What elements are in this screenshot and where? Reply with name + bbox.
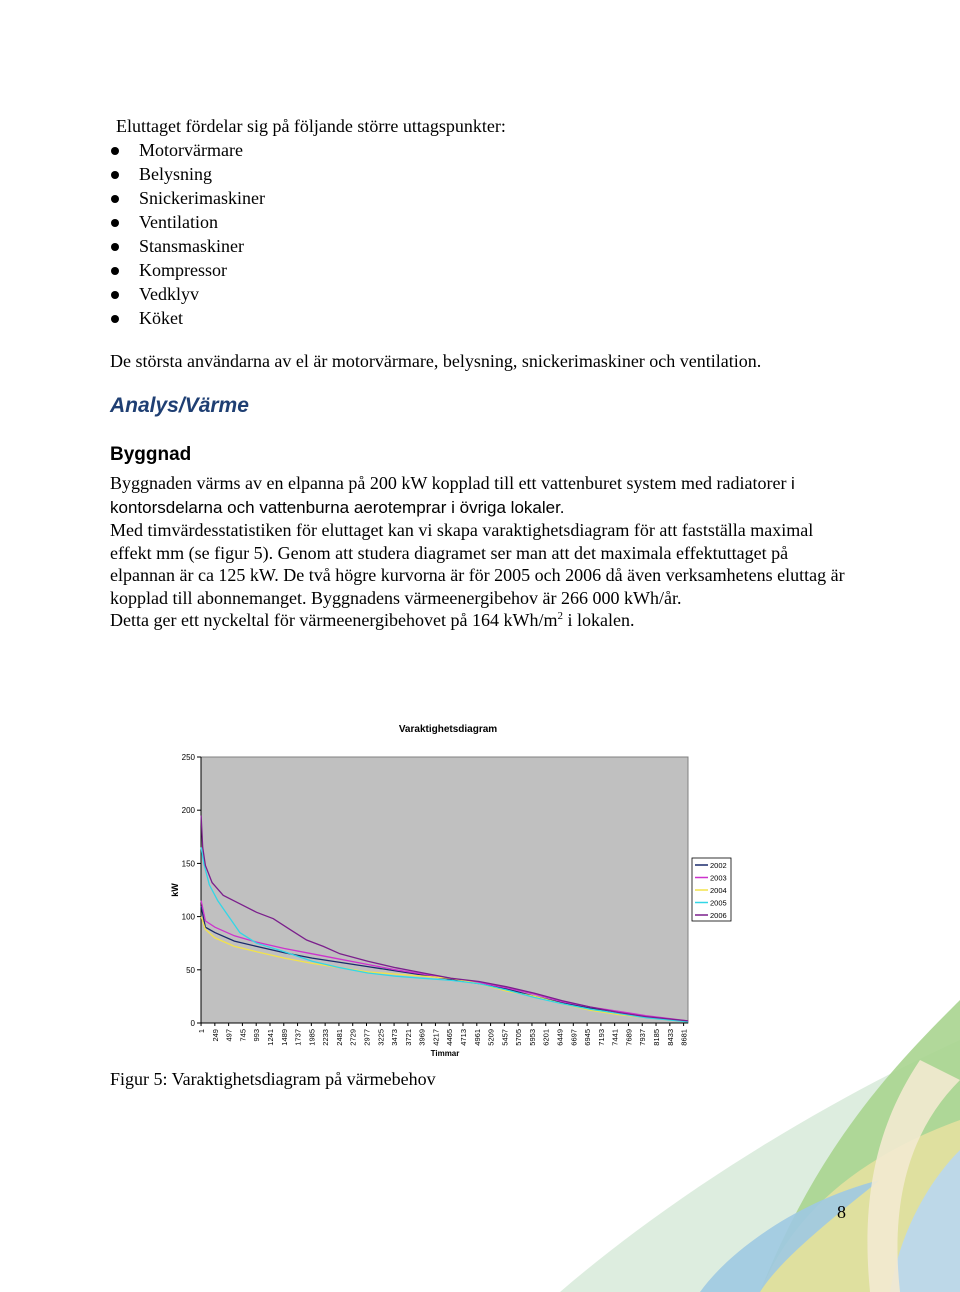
x-tick-label: 4713 [459,1029,469,1046]
bullet-list [110,138,265,330]
list-item-label: Motorvärmare [139,140,243,160]
list-item-label: Kompressor [139,260,227,280]
x-tick-label: 3225 [376,1029,386,1046]
x-tick-label: 3969 [417,1029,427,1046]
bullet-dot-icon [111,147,119,155]
x-tick-label: 8185 [652,1029,662,1046]
x-tick-label: 8681 [679,1029,689,1046]
legend-label: 2003 [710,873,727,883]
x-tick-label: 6449 [555,1029,565,1046]
x-tick-label: 5457 [500,1029,510,1046]
x-tick-label: 5705 [514,1029,524,1046]
y-axis-label: kW [170,883,180,897]
x-tick-label: 1241 [265,1029,275,1046]
y-tick-label: 0 [190,1019,195,1028]
list-item-label: Ventilation [139,212,218,232]
x-tick-label: 2481 [334,1029,344,1046]
bullet-dot-icon [111,243,119,251]
list-item [110,234,265,258]
legend-label: 2006 [710,911,727,920]
x-axis-label: Timmar [430,1049,460,1058]
y-tick-label: 250 [181,753,195,762]
body-text [110,472,855,632]
list-item-label: Snickerimaskiner [139,188,265,208]
x-tick-label: 3473 [390,1029,400,1046]
x-tick-label: 1737 [293,1029,303,1046]
x-tick-label: 5953 [527,1029,537,1046]
list-item [110,258,265,282]
x-tick-label: 2729 [348,1029,358,1046]
x-tick-label: 5209 [486,1029,496,1046]
paragraph-1 [110,472,855,519]
list-item-label: Köket [139,308,183,328]
x-tick-label: 6697 [569,1029,579,1046]
figure-caption: Figur 5: Varaktighetsdiagram på värmebehov [110,1069,436,1089]
bullet-dot-icon [111,171,119,179]
paragraph-2: Med timvärdesstatistiken för eluttaget kan vi skapa varaktighetsdiagram för att fastställa maximal effekt mm (se figur 5). Genom att studera diagramet ser man att det maximala effektuttaget på elpannan är ca 125 kW. De två högre kurvorna är för 2005 och 2006 då även verksamhetens eluttag är kopplad till abonnemanget. Byggnadens värmeenergibehov är 266 000 kWh/år. [110,520,845,608]
superscript: 2 [557,610,563,622]
x-tick-label: 3721 [403,1029,413,1046]
list-item-label: Vedklyv [139,284,199,304]
list-item-label: Belysning [139,164,213,184]
list-item [110,162,265,186]
x-tick-label: 2977 [362,1029,372,1046]
subsection-heading: Byggnad [110,444,192,465]
chart-title: Varaktighetsdiagram [398,724,498,735]
list-item [110,186,265,210]
x-tick-label: 6945 [583,1029,593,1046]
paragraph-1-part-b: i kontorsdelarna och vattenburna aerotemprar i övriga lokaler. [110,474,795,517]
bullet-dot-icon [111,219,119,227]
bullet-dot-icon [111,315,119,323]
list-item [110,138,265,162]
legend-label: 2005 [710,898,727,908]
x-tick-label: 8433 [665,1029,675,1046]
list-item [110,282,265,306]
section-heading: Analys/Värme [110,394,249,417]
x-tick-label: 4465 [445,1029,455,1046]
x-tick-label: 1489 [279,1029,289,1046]
duration-chart [160,716,740,1066]
x-tick-label: 497 [224,1029,234,1042]
paragraph-1-part-a: Byggnaden värms av en elpanna på 200 kW kopplad till ett vattenburet system med radiatorer [110,473,791,493]
x-tick-label: 4961 [472,1029,482,1046]
y-tick-label: 200 [181,806,195,816]
list-item [110,306,265,330]
x-tick-label: 7937 [638,1029,648,1046]
bullet-dot-icon [111,291,119,299]
x-tick-label: 2233 [321,1029,331,1046]
x-tick-label: 993 [252,1029,262,1042]
x-tick-label: 7193 [596,1029,606,1046]
list-item-label: Stansmaskiner [139,236,244,256]
paragraph-3-part-b: i lokalen. [563,610,635,630]
y-tick-label: 150 [181,859,195,869]
x-tick-label: 1 [197,1029,207,1034]
bullet-dot-icon [111,267,119,275]
paragraph-3 [110,609,855,632]
x-tick-label: 745 [238,1029,248,1042]
intro-text: Eluttaget fördelar sig på följande större uttagspunkter: [116,116,506,136]
x-tick-label: 6201 [541,1029,551,1046]
list-item [110,210,265,234]
x-tick-label: 7689 [624,1029,634,1046]
y-tick-label: 100 [181,912,195,922]
x-tick-label: 4217 [431,1029,441,1046]
plot-area [201,757,688,1023]
x-tick-label: 1985 [307,1029,317,1046]
paragraph-3-part-a: Detta ger ett nyckeltal för värmeenergibehovet på 164 kWh/m [110,610,558,630]
x-tick-label: 249 [210,1029,220,1042]
bullet-dot-icon [111,195,119,203]
legend-label: 2004 [710,886,727,895]
y-tick-label: 50 [186,965,195,975]
summary-text: De största användarna av el är motorvärmare, belysning, snickerimaskiner och ventilation. [110,351,762,371]
page-number: 8 [837,1202,846,1222]
x-tick-label: 7441 [610,1029,620,1046]
legend-label: 2002 [710,861,727,870]
